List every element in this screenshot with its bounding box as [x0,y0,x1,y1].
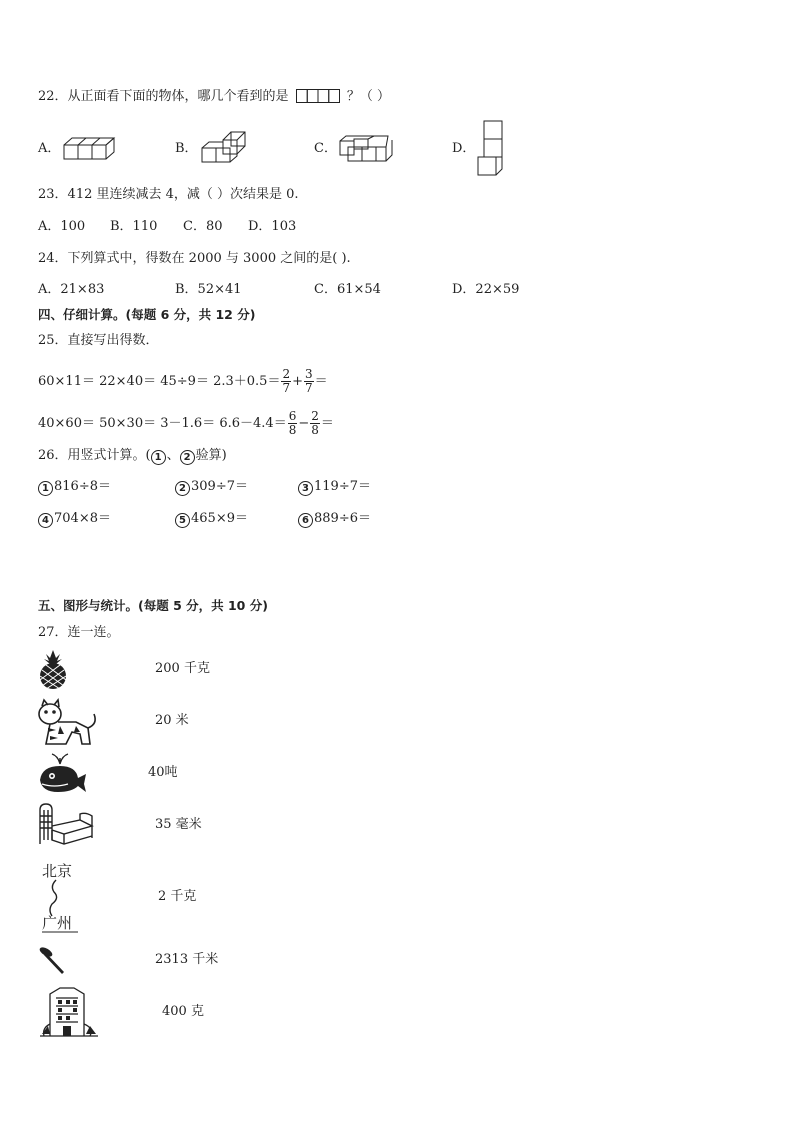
q22-option-a-figure [62,134,120,164]
q25-r1-item-2: 22×40＝ [99,374,157,389]
q23-option-a: A．100 [38,219,86,234]
q26-item-2: 2 309÷7＝ [175,478,248,496]
section5-title: 五、图形与统计。(每题 5 分，共 10 分) [38,598,268,613]
q25-r2-fraction-op: − [298,416,310,431]
q24-option-a: A．21×83 [38,282,105,297]
q26-item-4: 4 704×8＝ [38,510,111,528]
q22-option-b-figure [199,128,251,166]
q24-option-c: C．61×54 [314,282,381,297]
q23-stem: 23．412 里连续减去 4，减（ ）次结果是 0. [38,187,299,202]
q22-option-d-figure [476,118,506,178]
q22-option-a-label: A． [38,141,61,156]
q26-sep: 、 [166,448,180,463]
q27-label-7: 400 克 [162,1004,204,1019]
q22-target-shape [296,89,340,109]
map-picture [38,858,82,934]
q22-suffix: ？（ ） [346,89,390,104]
q26-circle-2: 2 [180,450,195,465]
q22-option-b-label: B． [175,141,198,156]
q22-option-c-figure [338,134,396,164]
q25-r2-fraction-1: $\frac{6}{8}$ [288,409,297,437]
q24-stem: 24．下列算式中，得数在 2000 与 3000 之间的是( ). [38,251,351,266]
q27-label-1: 200 千克 [155,661,210,676]
q25-r1-item-4: 2.3＋0.5＝ [213,374,281,389]
q23-option-c: C．80 [183,219,223,234]
q22-option-d-label: D． [452,141,476,156]
q25-r2-item-2: 50×30＝ [99,416,157,431]
q24-option-d: D．22×59 [452,282,520,297]
q26-item-6: 6 889÷6＝ [298,510,371,528]
q27-label-6: 2313 千米 [155,952,219,967]
nail-picture [38,944,70,976]
q22-prefix: 22．从正面看下面的物体，哪几个看到的是 [38,89,289,104]
q26-text-after: 验算) [195,448,227,463]
map-label-beijing: 北京 [42,862,73,880]
q25-r2-fraction-2: $\frac{2}{8}$ [311,409,319,437]
q26-item-3: 3 119÷7＝ [298,478,371,496]
q25-r1-fraction-1: $\frac{2}{7}$ [282,367,291,395]
q25-r1-fraction-2: $\frac{3}{7}$ [305,367,313,395]
q27-label-2: 20 米 [155,713,189,728]
q25-row-1 [38,368,328,395]
q26-item-1: 1 816÷8＝ [38,478,111,496]
q24-option-b: B．52×41 [175,282,242,297]
q27-label-5: 2 千克 [158,889,197,904]
section4-title: 四、仔细计算。(每题 6 分，共 12 分) [38,307,256,322]
q26-item-5: 5 465×9＝ [175,510,248,528]
building-picture [38,984,100,1038]
q25-r2-item-3: 3－1.6＝ [160,416,216,431]
q22-stem [38,88,390,109]
q25-r2-fraction-eq: ＝ [320,416,334,431]
q25-row-2 [38,410,334,437]
q26-text-before: 26．用竖式计算。( [38,448,151,463]
pineapple-picture [36,648,70,690]
q25-r2-item-4: 6.6－4.4＝ [219,416,287,431]
q26-circle-1: 1 [151,450,166,465]
q25-r1-item-1: 60×11＝ [38,374,95,389]
q23-option-b: B．110 [110,219,158,234]
bed-picture [36,800,96,846]
q23-option-d: D．103 [248,219,297,234]
q25-r2-item-1: 40×60＝ [38,416,95,431]
q27-label-4: 35 毫米 [155,817,202,832]
map-label-guangzhou: 广州 [42,914,73,932]
q25-r1-fraction-eq: ＝ [314,374,328,389]
q27-label-3: 40吨 [148,765,178,780]
q22-option-c-label: C． [314,141,337,156]
q27-stem: 27．连一连。 [38,625,120,640]
whale-picture [36,752,88,794]
q25-stem: 25．直接写出得数． [38,333,159,348]
tiger-picture [36,698,102,748]
q26-stem [38,447,227,465]
q25-r1-fraction-op: + [292,374,304,389]
q25-r1-item-3: 45÷9＝ [160,374,209,389]
